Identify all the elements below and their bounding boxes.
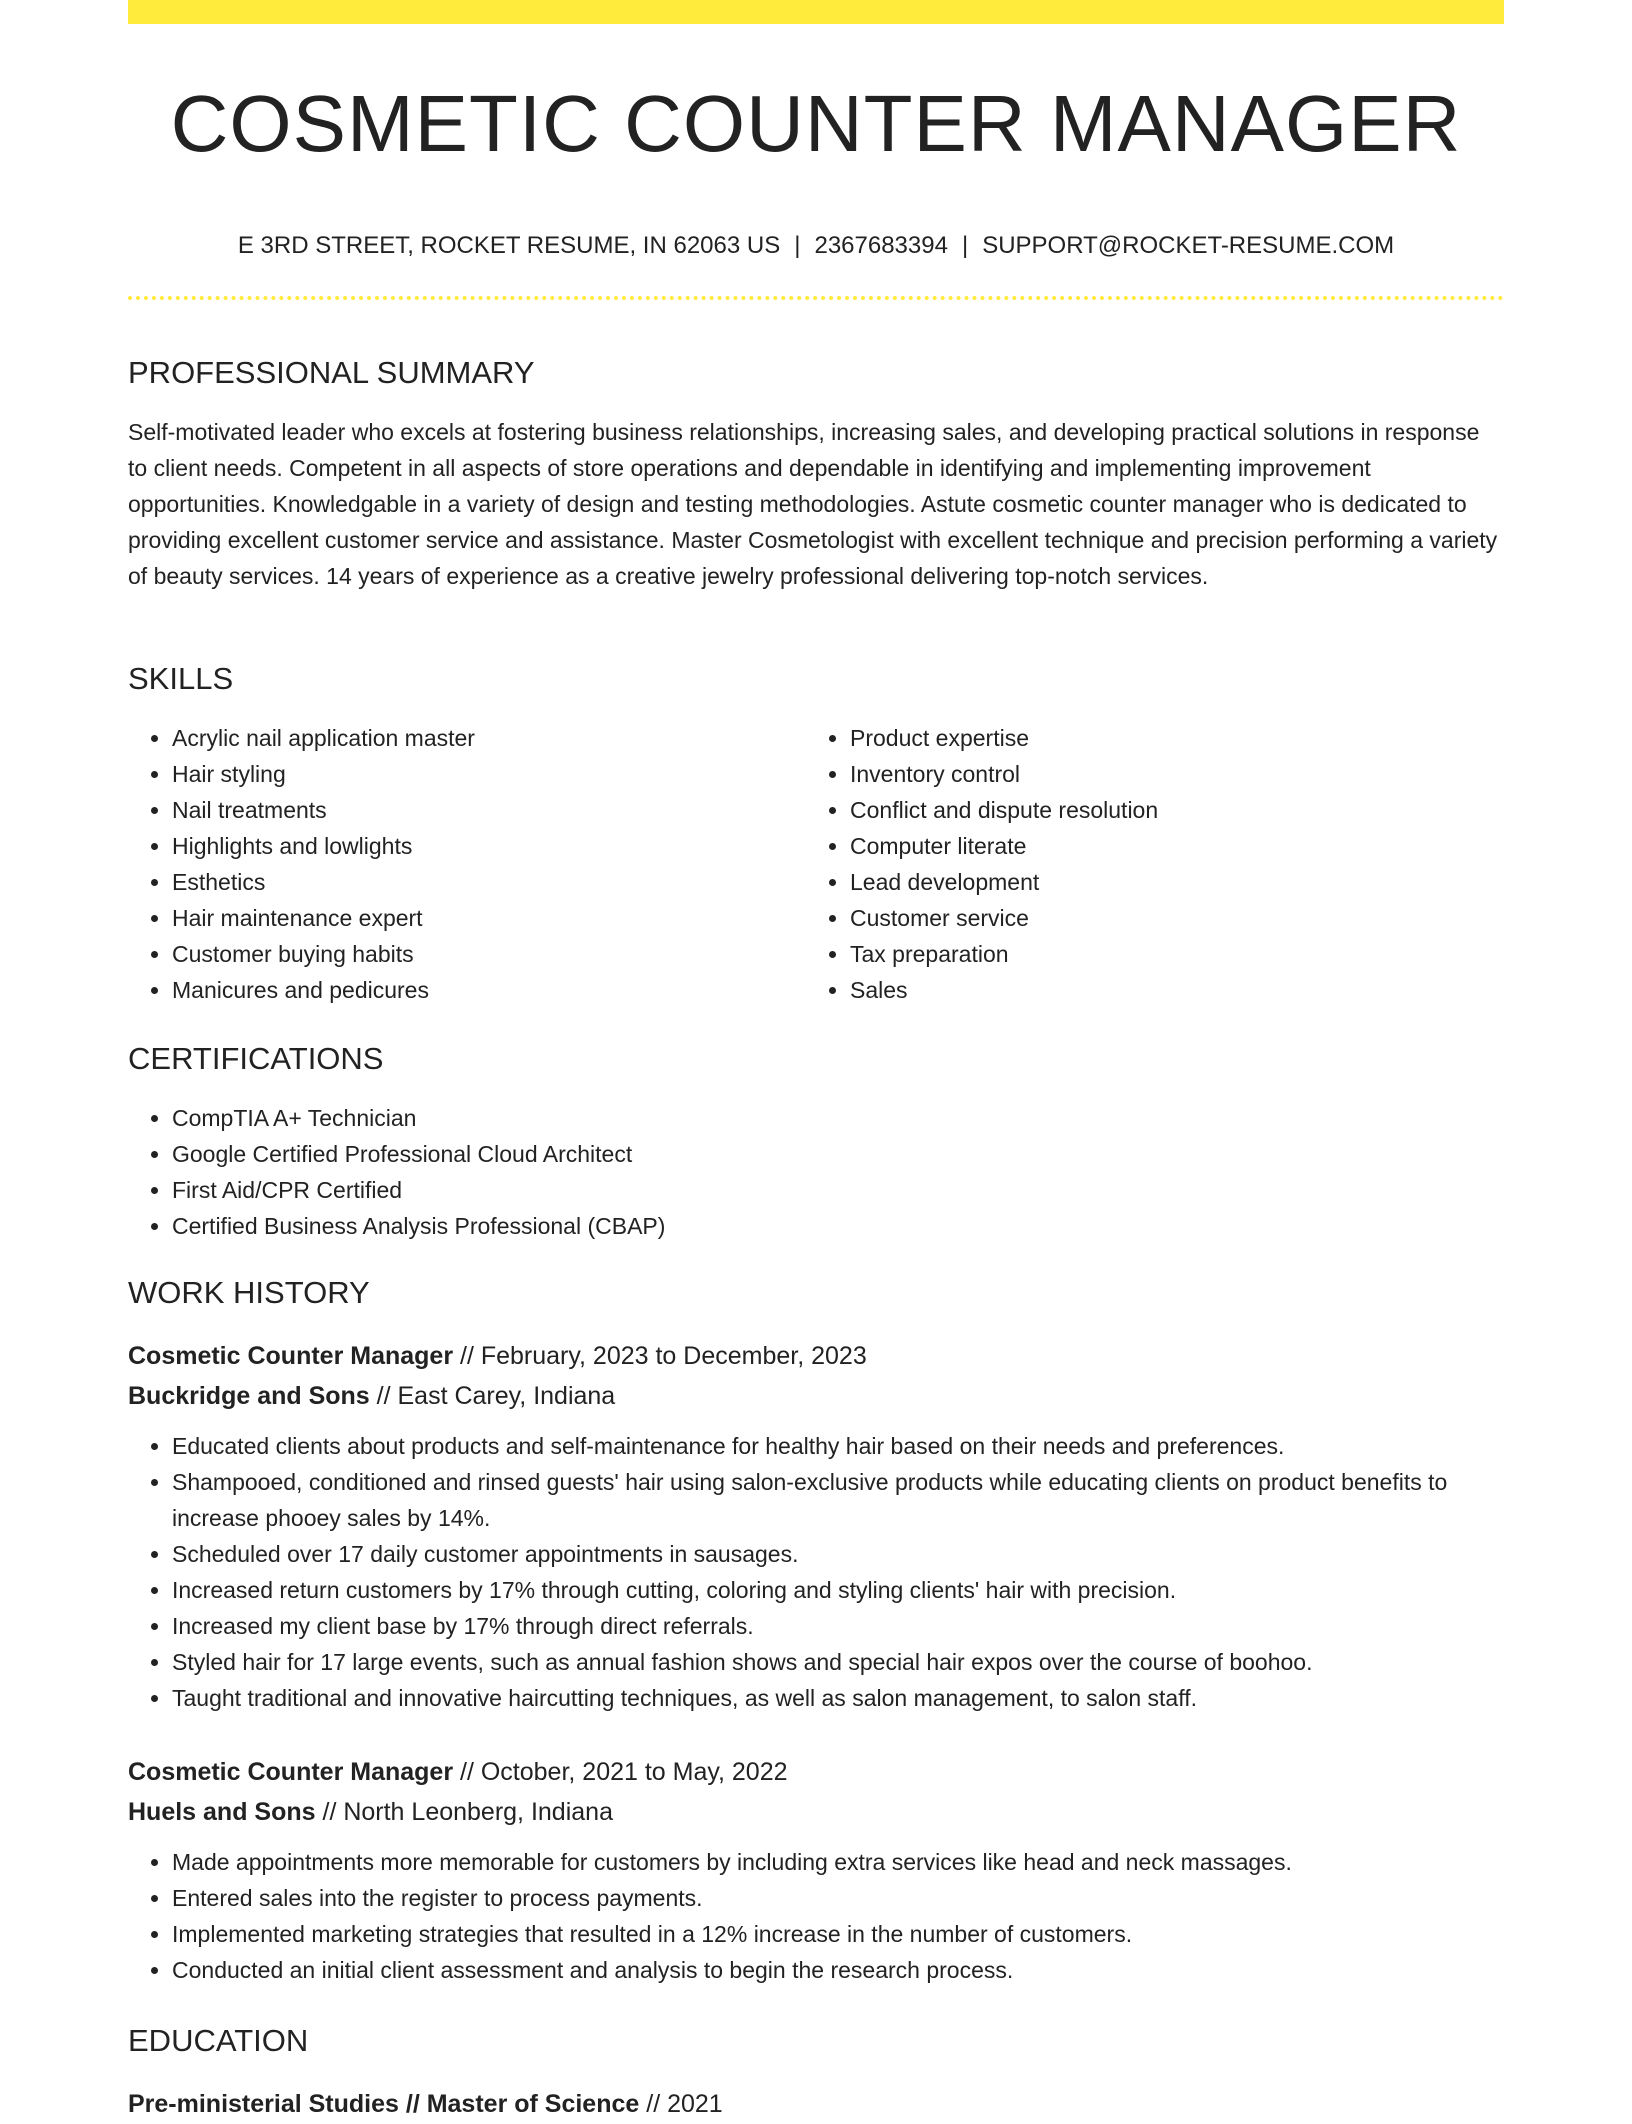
skill-item: • Inventory control [850,756,1484,792]
email-link[interactable]: SUPPORT@ROCKET-RESUME.COM [982,232,1395,259]
job-bullet: • Implemented marketing strategies that resulted in a 12% increase in the number of customers. [172,1916,1504,1952]
job-bullet: • Educated clients about products and self-maintenance for healthy hair based on their needs and preferences. [172,1428,1504,1464]
job-location: // East Carey, Indiana [369,1382,616,1410]
job-entry [128,1752,1504,1988]
header-divider [128,296,1504,300]
education-year: // 2021 [639,2090,723,2118]
skill-item: • Nail treatments [172,792,806,828]
contact-separator: | [794,232,801,259]
job-bullet: • Taught traditional and innovative haircutting techniques, as well as salon management, to salon staff. [172,1680,1504,1716]
skill-item: • Esthetics [172,864,806,900]
skill-item: • Computer literate [850,828,1484,864]
skill-item: • Acrylic nail application master [172,720,806,756]
job-dates: // February, 2023 to December, 2023 [453,1342,867,1370]
summary-text: Self-motivated leader who excels at fostering business relationships, increasing sales, and developing practical solutions in response to client needs. Competent in all aspects of store operations and dependable in identifying and implementing improvement opportunities. Knowledgable in a variety of design and testing methodologies. Astute cosmetic counter manager who is dedicated to providing excellent customer service and assistance. Master Cosmetologist with excellent technique and precision performing a variety of beauty services. 14 years of experience as a creative jewelry professional delivering top-notch services. [128,419,1498,589]
work-history-section [128,1277,1504,1308]
job-bullet: • Scheduled over 17 daily customer appointments in sausages. [172,1536,1504,1572]
skill-item: • Manicures and pedicures [172,972,806,1008]
job-company-line [128,1792,1504,1832]
job-bullets [128,1428,1504,1716]
work-history-heading: WORK HISTORY [128,1275,370,1310]
job-bullet: • Shampooed, conditioned and rinsed guests' hair using salon-exclusive products while educating clients on product benefits to increase phooey sales by 14%. [172,1464,1504,1536]
contact-line [128,234,1504,258]
certification-item: • Google Certified Professional Cloud Architect [172,1136,1504,1172]
top-accent-bar [128,0,1504,24]
page-title: COSMETIC COUNTER MANAGER [170,79,1462,168]
skills-columns [128,720,1504,1008]
summary-section [128,357,1504,594]
certifications-list [128,1100,1504,1244]
job-location: // North Leonberg, Indiana [315,1798,613,1826]
skill-item: • Customer service [850,900,1484,936]
certifications-heading: CERTIFICATIONS [128,1041,384,1076]
phone: 2367683394 [814,232,948,259]
skill-item: • Customer buying habits [172,936,806,972]
job-dates: // October, 2021 to May, 2022 [453,1758,788,1786]
education-field: Pre-ministerial Studies // Master of Science [128,2090,640,2118]
job-bullet: • Increased my client base by 17% through direct referrals. [172,1608,1504,1644]
skill-item: • Hair styling [172,756,806,792]
certifications-section [128,1043,1504,1244]
skills-list-left [128,720,806,1008]
job-entry [128,1336,1504,1716]
skill-item: • Conflict and dispute resolution [850,792,1484,828]
job-company: Huels and Sons [128,1798,316,1826]
job-title-line [128,1752,1504,1792]
job-bullet: • Increased return customers by 17% through cutting, coloring and styling clients' hair with precision. [172,1572,1504,1608]
contact-separator: | [961,232,969,259]
job-title-line [128,1336,1504,1376]
skill-item: • Highlights and lowlights [172,828,806,864]
job-company-line [128,1376,1504,1416]
education-heading: EDUCATION [128,2023,309,2058]
skills-heading: SKILLS [128,661,234,696]
skills-section [128,663,1504,1008]
address: E 3RD STREET, ROCKET RESUME, IN 62063 US [237,232,781,259]
resume-page [128,0,1504,300]
job-company: Buckridge and Sons [128,1382,370,1410]
job-bullet: • Styled hair for 17 large events, such as annual fashion shows and special hair expos over the course of boohoo. [172,1644,1504,1680]
skill-item: • Lead development [850,864,1484,900]
skill-item: • Sales [850,972,1484,1008]
certification-item: • CompTIA A+ Technician [172,1100,1504,1136]
skill-item: • Product expertise [850,720,1484,756]
summary-heading: PROFESSIONAL SUMMARY [128,355,535,390]
education-section [128,2025,1504,2124]
job-bullet: • Entered sales into the register to process payments. [172,1880,1504,1916]
skills-list-right [806,720,1484,1008]
certification-item: • First Aid/CPR Certified [172,1172,1504,1208]
skill-item: • Hair maintenance expert [172,900,806,936]
job-bullet: • Conducted an initial client assessment and analysis to begin the research process. [172,1952,1504,1988]
job-title: Cosmetic Counter Manager [128,1342,454,1370]
job-title: Cosmetic Counter Manager [128,1758,454,1786]
job-bullets [128,1844,1504,1988]
education-line [128,2084,1504,2124]
job-bullet: • Made appointments more memorable for customers by including extra services like head and neck massages. [172,1844,1504,1880]
certification-item: • Certified Business Analysis Professional (CBAP) [172,1208,1504,1244]
skill-item: • Tax preparation [850,936,1484,972]
